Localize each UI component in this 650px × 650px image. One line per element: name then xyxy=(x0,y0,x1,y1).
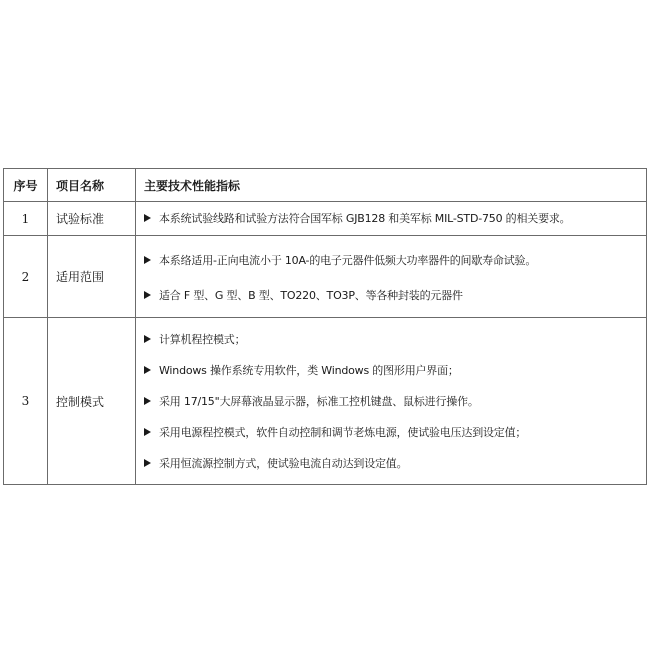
spec-text: 适合 F 型、G 型、B 型、TO220、TO3P、等各种封装的元器件 xyxy=(159,288,463,302)
spec-list xyxy=(136,236,647,318)
spec-text: 本系统试验线路和试验方法符合国军标 GJB128 和美军标 MIL-STD-750 的相关要求。 xyxy=(159,212,571,225)
arrow-bullet-icon xyxy=(144,291,151,299)
arrow-bullet-icon xyxy=(144,335,151,343)
spec-text: 采用 17/15"大屏幕液晶显示器，标准工控机键盘、鼠标进行操作。 xyxy=(159,394,479,408)
spec-item xyxy=(144,278,646,311)
spec-item xyxy=(144,207,646,229)
spec-item xyxy=(144,416,646,447)
item-name: 试验标准 xyxy=(48,202,136,236)
row-number: 3 xyxy=(4,318,48,485)
spec-list xyxy=(136,202,647,236)
arrow-bullet-icon xyxy=(144,459,151,467)
spec-text: 采用恒流源控制方式，使试验电流自动达到设定值。 xyxy=(159,456,408,470)
spec-text: 采用电源程控模式，软件自动控制和调节老炼电源，使试验电压达到设定值； xyxy=(159,425,527,439)
spec-item xyxy=(144,447,646,478)
spec-item xyxy=(144,323,646,354)
spec-item xyxy=(144,354,646,385)
arrow-bullet-icon xyxy=(144,397,151,405)
arrow-bullet-icon xyxy=(144,256,151,264)
arrow-bullet-icon xyxy=(144,366,151,374)
spec-text: Windows 操作系统专用软件，类 Windows 的图形用户界面； xyxy=(159,363,459,377)
arrow-bullet-icon xyxy=(144,428,151,436)
spec-text: 本系络适用-正向电流小于 10A-的电子元器件低频大功率器件的间歇寿命试验。 xyxy=(159,253,537,267)
table-row xyxy=(4,202,647,236)
table-header-row xyxy=(4,169,647,202)
spec-item xyxy=(144,385,646,416)
spec-list xyxy=(136,318,647,485)
table-row xyxy=(4,318,647,485)
spec-text: 计算机程控模式； xyxy=(159,332,246,346)
arrow-bullet-icon xyxy=(144,214,151,222)
table-row xyxy=(4,236,647,318)
header-name: 项目名称 xyxy=(48,169,136,202)
header-specs: 主要技术性能指标 xyxy=(136,169,647,202)
header-no: 序号 xyxy=(4,169,48,202)
spec-item xyxy=(144,243,646,276)
item-name: 控制模式 xyxy=(48,318,136,485)
row-number: 2 xyxy=(4,236,48,318)
item-name: 适用范围 xyxy=(48,236,136,318)
spec-table xyxy=(3,168,647,485)
row-number: 1 xyxy=(4,202,48,236)
